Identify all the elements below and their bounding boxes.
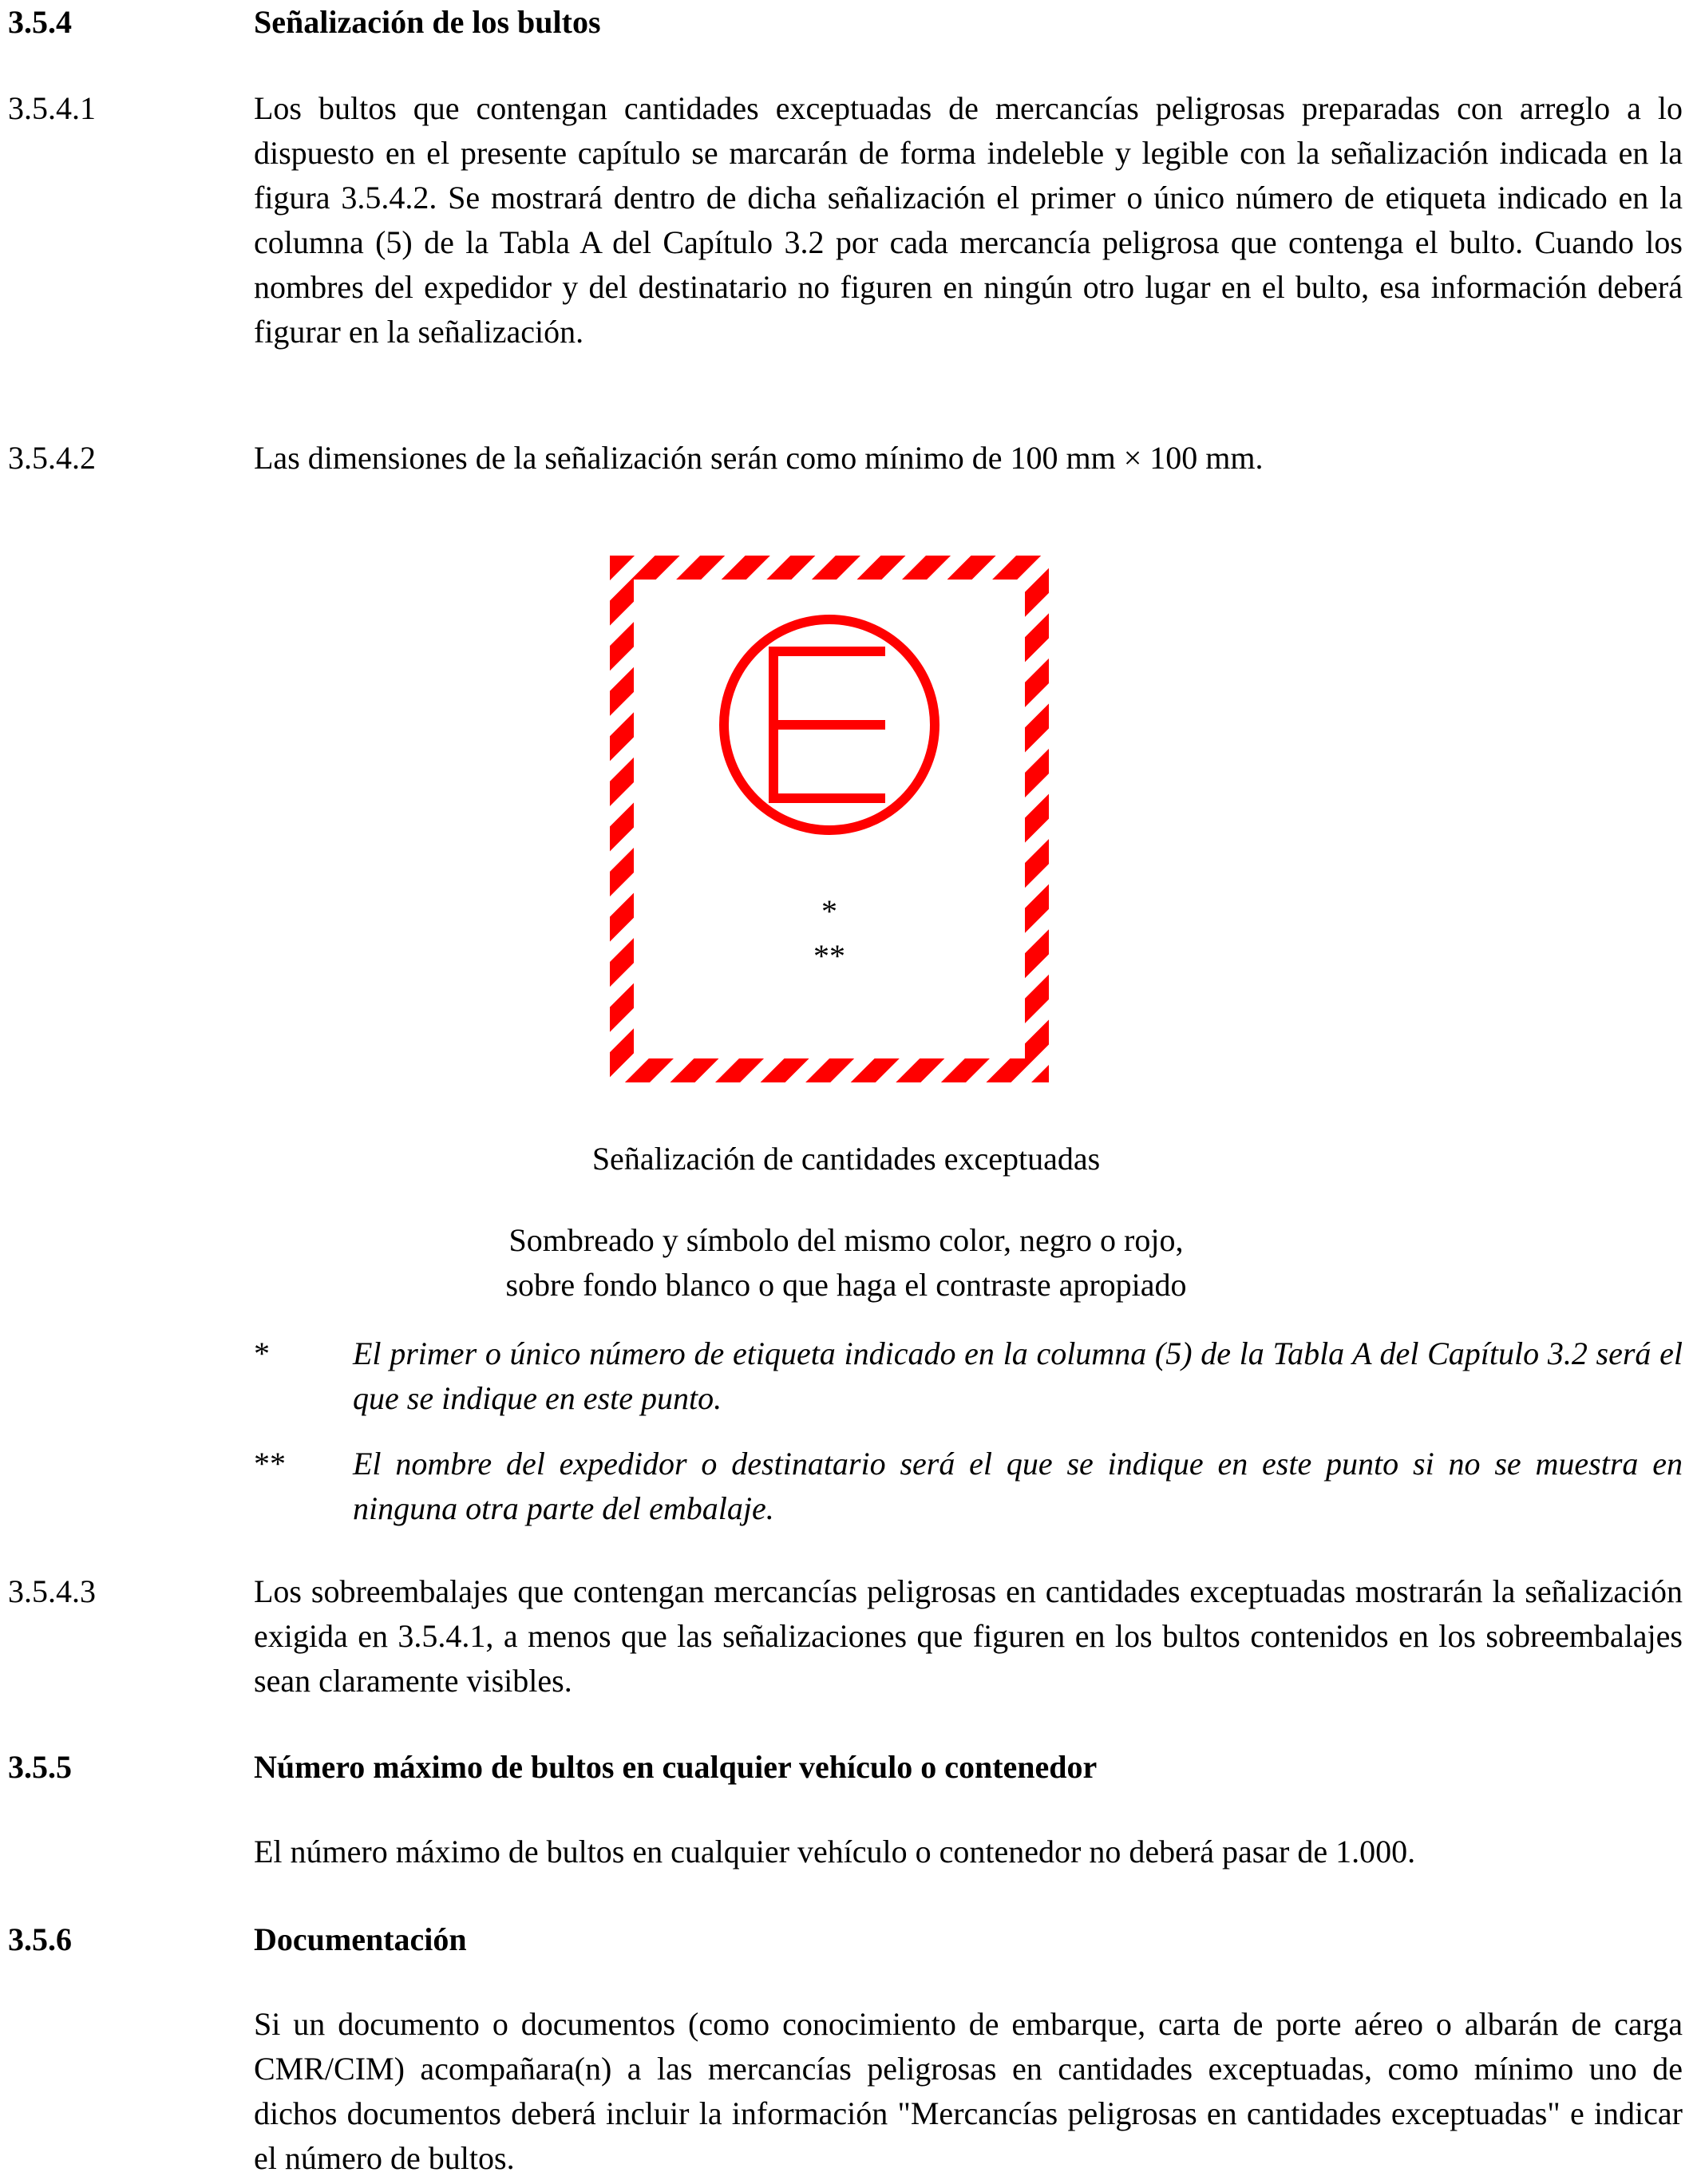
figure-description-line: Sombreado y símbolo del mismo color, negro o rojo,: [508, 1222, 1184, 1258]
label-number-placeholder: *: [821, 893, 837, 929]
paragraph-number: 3.5.4.1: [8, 90, 96, 126]
paragraph-number: 3.5.4.3: [8, 1573, 96, 1609]
figure-description-line: sobre fondo blanco o que haga el contraste apropiado: [505, 1267, 1187, 1303]
note-text: El nombre del expedidor o destinatario será el que se indique en este punto si no se muestra en ninguna otra parte del embalaje.: [353, 1446, 1683, 1526]
paragraph-text: Si un documento o documentos (como conocimiento de embarque, carta de porte aéreo o albarán de carga CMR/CIM) acompañara(n) a las mercancías peligrosas en cantidades exceptuadas, como mínimo uno de dichos documentos deberá incluir la información "Mercancías peligrosas en cantidades exceptuadas" e indicar el número de bultos.: [254, 2006, 1683, 2176]
section-title: Señalización de los bultos: [254, 4, 601, 40]
section-title: Número máximo de bultos en cualquier vehículo o contenedor: [254, 1749, 1098, 1785]
section-title: Documentación: [254, 1921, 467, 1957]
circle-e-icon: [724, 619, 935, 830]
note-mark: *: [254, 1335, 270, 1371]
paragraph-text: Las dimensiones de la señalización serán como mínimo de 100 mm × 100 mm.: [254, 440, 1264, 476]
hatched-border: [610, 556, 1049, 1082]
paragraph-text: Los sobreembalajes que contengan mercancías peligrosas en cantidades exceptuadas mostrarán la señalización exigida en 3.5.4.1, a menos que las señalizaciones que figuren en los bultos contenidos en los sobreembalajes sean claramente visibles.: [254, 1573, 1683, 1699]
note-mark: **: [254, 1446, 286, 1482]
note-text: El primer o único número de etiqueta indicado en la columna (5) de la Tabla A del Capítulo 3.2 será el que se indique en este punto.: [353, 1335, 1683, 1416]
paragraph-text: El número máximo de bultos en cualquier vehículo o contenedor no deberá pasar de 1.000.: [254, 1834, 1416, 1869]
section-number: 3.5.4: [8, 4, 72, 40]
paragraph-text: Los bultos que contengan cantidades exceptuadas de mercancías peligrosas preparadas con arreglo a lo dispuesto en el presente capítulo se marcarán de forma indeleble y legible con la señalización indicada en la figura 3.5.4.2. Se mostrará dentro de dicha señalización el primer o único número de etiqueta indicado en la columna (5) de la Tabla A del Capítulo 3.2 por cada mercancía peligrosa que contenga el bulto. Cuando los nombres del expedidor y del destinatario no figuren en ningún otro lugar en el bulto, esa información deberá figurar en la señalización.: [254, 90, 1683, 350]
excepted-quantities-mark: [610, 556, 1049, 1082]
figure-caption: Señalización de cantidades exceptuadas: [591, 1141, 1101, 1177]
section-number: 3.5.6: [8, 1921, 72, 1957]
consignor-name-placeholder: **: [813, 938, 845, 974]
paragraph-number: 3.5.4.2: [8, 440, 96, 476]
section-number: 3.5.5: [8, 1749, 72, 1785]
